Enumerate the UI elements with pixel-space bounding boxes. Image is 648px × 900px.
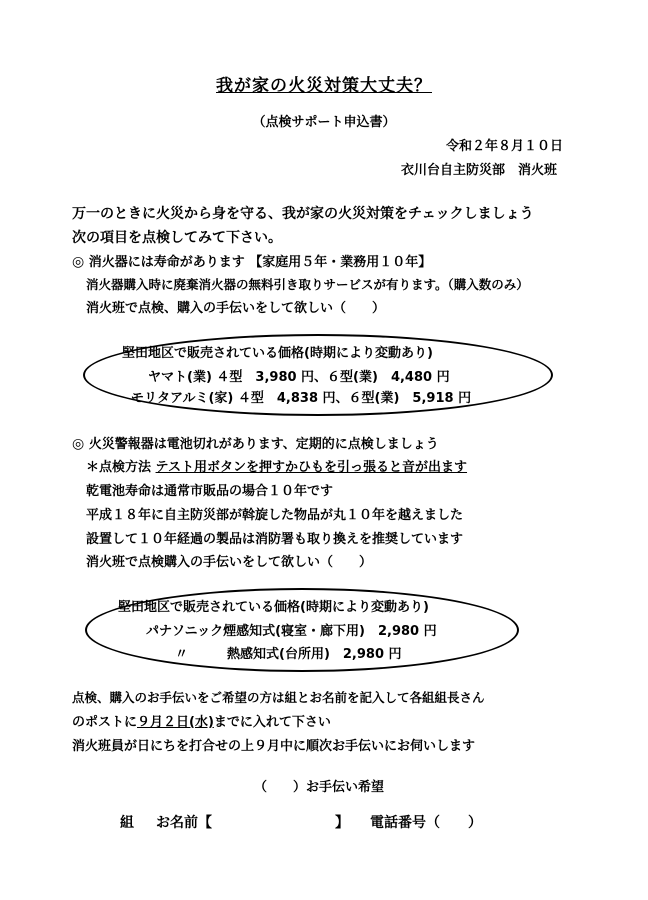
extinguisher-lifespan: 【家庭用５年・業務用１０年】 <box>249 255 432 270</box>
alarm-line-4: 消火班で点検購入の手伝いをして欲しい（ ） <box>86 555 373 570</box>
page-subtitle: （点検サポート申込書） <box>252 115 396 130</box>
alarm-price-row-2: 〃 熱感知式(台所用) 2,980 円 <box>175 647 402 662</box>
extinguisher-line-1: 消火器購入時に廃棄消火器の無料引き取りサービスが有ります。（購入数のみ） <box>86 277 529 292</box>
closing-line-1: 点検、購入のお手伝いをご希望の方は組とお名前を記入して各組組長さん <box>72 690 485 705</box>
alarm-line-2: 平成１８年に自主防災部が斡旋した物品が丸１０年を越えました <box>86 508 464 523</box>
help-wish-checkbox[interactable]: （ ）お手伝い希望 <box>254 780 385 795</box>
extinguisher-heading-text: 消火器には寿命があります <box>88 255 245 270</box>
deadline-date: ９月２日(水) <box>137 715 214 730</box>
alarm-method-label: ＊点検方法 <box>86 460 152 475</box>
extinguisher-line-2: 消火班で点検、購入の手伝いをして欲しい（ ） <box>86 301 386 316</box>
alarm-price-header: 堅田地区で販売されている価格(時期により変動あり) <box>118 600 429 615</box>
extinguisher-heading <box>72 255 431 269</box>
alarm-line-1: 乾電池寿命は通常市販品の場合１０年です <box>86 484 334 499</box>
page-title: 我が家の火災対策大丈夫？ <box>216 76 432 96</box>
document-date: 令和２年８月１０日 <box>446 139 564 154</box>
closing-line-2: のポストに９月２日(水)までに入れて下さい <box>72 715 331 730</box>
bullet-mark: ◎ <box>72 254 85 270</box>
name-field[interactable] <box>236 812 332 832</box>
alarm-line-3: 設置して１０年経過の製品は消防署も取り換えを推奨しています <box>86 532 464 547</box>
group-label: 組 <box>120 815 134 831</box>
bullet-mark: ◎ <box>72 436 85 452</box>
intro-line-2: 次の項目を点検してみて下さい。 <box>72 230 282 246</box>
phone-field[interactable]: 電話番号（ ） <box>370 815 482 831</box>
extinguisher-price-row-2: モリタアルミ(家) ４型 4,838 円、６型(業) 5,918 円 <box>131 391 472 406</box>
name-close-bracket: 】 <box>335 815 349 831</box>
alarm-heading-text: 火災警報器は電池切れがあります、定期的に点検しましょう <box>88 437 439 452</box>
extinguisher-price-row-1: ヤマト(業) ４型 3,980 円、６型(業) 4,480 円 <box>148 370 450 385</box>
organization-name: 衣川台自主防災部 消火班 <box>401 163 558 178</box>
name-label: お名前【 <box>156 815 212 831</box>
alarm-heading <box>72 437 439 451</box>
closing-line-3: 消火班員が日にちを打合せの上９月中に順次お手伝いにお伺いします <box>72 739 476 754</box>
alarm-price-row-1: パナソニック煙感知式(寝室・廊下用) 2,980 円 <box>146 624 437 639</box>
alarm-method <box>86 461 467 474</box>
alarm-method-text: テスト用ボタンを押すかひもを引っ張ると音が出ます <box>155 460 468 475</box>
intro-line-1: 万一のときに火災から身を守る、我が家の火災対策をチェックしましょう <box>72 206 534 222</box>
extinguisher-price-header: 堅田地区で販売されている価格(時期により変動あり) <box>122 346 433 361</box>
